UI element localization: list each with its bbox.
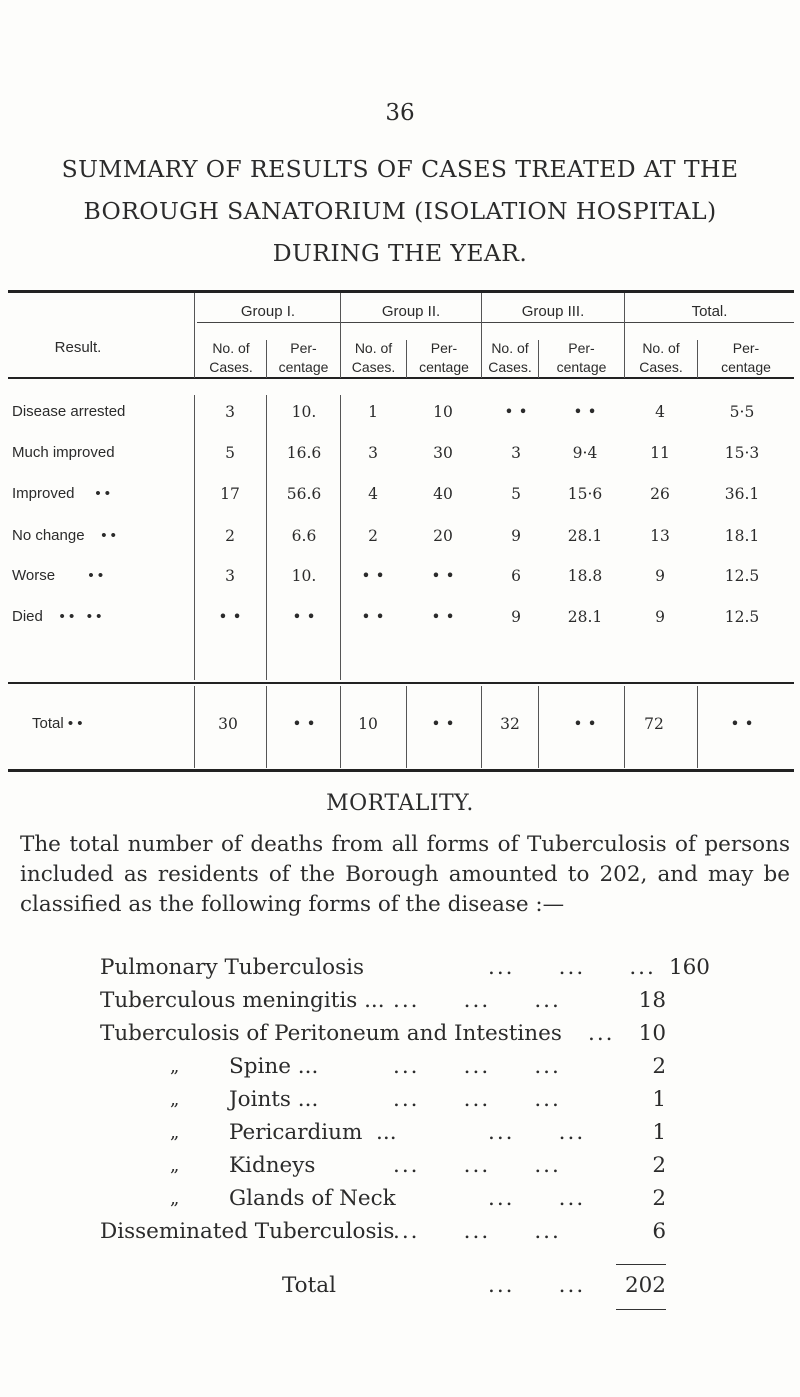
cases-subheader: No. of Cases. xyxy=(351,340,396,375)
list-item-name: Disseminated Tuberculosis xyxy=(100,1219,395,1244)
group-header: Group III. xyxy=(521,303,585,320)
table-cell: 10. xyxy=(291,567,317,585)
row-label: Improved • • xyxy=(12,485,111,502)
list-item xyxy=(0,1021,800,1057)
list-item-name: Tuberculous meningitis ... xyxy=(100,988,385,1013)
list-item-value: 2 xyxy=(652,1153,666,1178)
list-item-dots: ... ... ... xyxy=(393,1054,561,1079)
total-value: 202 xyxy=(624,1273,666,1298)
total-dots: ... ... xyxy=(488,1273,586,1298)
list-item-dots: ... xyxy=(588,1021,615,1046)
table-cell: • • xyxy=(431,567,455,585)
table-cell: 16.6 xyxy=(286,444,322,462)
cases-subheader: No. of Cases. xyxy=(639,340,683,375)
list-item-value: 6 xyxy=(652,1219,666,1244)
list-item-dots: ... ... ... xyxy=(393,1219,561,1244)
list-item-dots: ... ... ... xyxy=(488,955,656,980)
group-header: Group II. xyxy=(381,303,441,320)
table-cell: 5·5 xyxy=(729,403,755,421)
heading-line-3: DURING THE YEAR. xyxy=(272,239,528,267)
list-item-value: 10 xyxy=(638,1021,666,1046)
list-item-value: 160 xyxy=(668,955,710,980)
table-cell: 6.6 xyxy=(291,527,317,545)
row-label: Worse • • xyxy=(12,567,104,584)
table-cell: 32 xyxy=(500,715,520,733)
table-cell: 9 xyxy=(511,608,521,626)
col-divider xyxy=(194,293,195,378)
table-cell: 15·3 xyxy=(724,444,760,462)
list-item-value: 18 xyxy=(638,988,666,1013)
table-cell: 9 xyxy=(655,608,665,626)
table-cell: 13 xyxy=(650,527,670,545)
table-cell: 9 xyxy=(655,567,665,585)
table-cell: 30 xyxy=(433,444,453,462)
list-item-value: 2 xyxy=(652,1186,666,1211)
table-cell: 20 xyxy=(433,527,453,545)
mortality-title: MORTALITY. xyxy=(326,791,474,816)
group-header-rule xyxy=(197,322,794,323)
table-row xyxy=(0,403,800,429)
table-cell: 56.6 xyxy=(286,485,322,503)
table-cell: • • xyxy=(431,715,455,733)
table-cell: 28.1 xyxy=(567,527,603,545)
list-item-value: 1 xyxy=(652,1087,666,1112)
cases-subheader: No. of Cases. xyxy=(209,340,253,375)
percentage-subheader: Per- centage xyxy=(419,340,469,375)
ditto-mark: „ xyxy=(170,1089,180,1110)
table-cell: • • xyxy=(218,608,242,626)
mortality-paragraph: The total number of deaths from all forms of Tuberculosis of persons included as residents of the Borough amounted to 202, and may be classified as the following forms of the disease :— xyxy=(20,832,790,917)
cases-subheader: No. of Cases. xyxy=(488,340,532,375)
list-item xyxy=(0,1153,800,1189)
table-cell: 5 xyxy=(225,444,235,462)
table-subtotal-rule xyxy=(8,682,794,684)
list-item-name: Kidneys xyxy=(229,1153,316,1178)
list-total xyxy=(0,1273,800,1309)
list-item xyxy=(0,1087,800,1123)
list-item-dots: ... ... ... xyxy=(393,1087,561,1112)
table-cell: 1 xyxy=(368,403,378,421)
list-item-name: Tuberculosis of Peritoneum and Intestines xyxy=(100,1021,562,1046)
ditto-mark: „ xyxy=(170,1122,180,1143)
table-cell: 15·6 xyxy=(567,485,603,503)
table-cell: 3 xyxy=(225,403,235,421)
table-cell: 9 xyxy=(511,527,521,545)
list-item-name: Spine ... xyxy=(229,1054,319,1079)
sum-rule xyxy=(616,1264,666,1265)
page-number: 36 xyxy=(385,100,415,126)
row-label: Died • • • • xyxy=(12,608,102,625)
table-cell: 18.8 xyxy=(567,567,603,585)
list-item-name: Glands of Neck xyxy=(229,1186,396,1211)
table-cell: 3 xyxy=(368,444,378,462)
list-item xyxy=(0,988,800,1024)
table-row xyxy=(0,485,800,511)
table-row xyxy=(0,567,800,593)
list-item-dots: ... ... xyxy=(488,1186,586,1211)
table-cell: 3 xyxy=(511,444,521,462)
percentage-subheader: Per- centage xyxy=(556,340,607,375)
table-cell: • • xyxy=(431,608,455,626)
table-cell: • • xyxy=(573,403,597,421)
table-cell: 11 xyxy=(650,444,670,462)
table-total-row xyxy=(0,715,800,741)
percentage-subheader: Per- centage xyxy=(278,340,329,375)
table-cell: • • xyxy=(504,403,528,421)
table-cell: 30 xyxy=(218,715,238,733)
list-item-name: Pulmonary Tuberculosis xyxy=(100,955,365,980)
list-item-value: 1 xyxy=(652,1120,666,1145)
group-header: Total. xyxy=(691,303,728,320)
table-cell: 10 xyxy=(433,403,453,421)
table-row xyxy=(0,527,800,553)
table-cell: 18.1 xyxy=(724,527,760,545)
table-row xyxy=(0,608,800,634)
ditto-mark: „ xyxy=(170,1188,180,1209)
group-header: Group I. xyxy=(240,303,296,320)
page-heading xyxy=(0,148,800,274)
total-label: Total xyxy=(282,1273,336,1298)
table-cell: 36.1 xyxy=(724,485,760,503)
row-label: No change • • xyxy=(12,527,116,544)
heading-line-2: BOROUGH SANATORIUM (ISOLATION HOSPITAL) xyxy=(83,197,717,225)
table-cell: 17 xyxy=(220,485,240,503)
table-cell: 4 xyxy=(368,485,378,503)
table-cell: 5 xyxy=(511,485,521,503)
table-header-rule xyxy=(8,377,794,379)
list-item xyxy=(0,1120,800,1156)
list-item-dots: ... ... xyxy=(488,1120,586,1145)
row-label: Disease arrested xyxy=(12,403,126,420)
table-cell: 26 xyxy=(650,485,670,503)
list-item-dots: ... ... ... xyxy=(393,1153,561,1178)
list-item xyxy=(0,1186,800,1222)
table-cell: • • xyxy=(292,608,316,626)
row-label: Total • • xyxy=(32,715,83,732)
table-cell: 9·4 xyxy=(572,444,598,462)
heading-line-1: SUMMARY OF RESULTS OF CASES TREATED AT THE xyxy=(61,155,739,183)
list-item-value: 2 xyxy=(652,1054,666,1079)
list-item xyxy=(0,1219,800,1255)
list-item xyxy=(0,1054,800,1090)
list-item-dots: ... ... ... xyxy=(393,988,561,1013)
table-cell: 12.5 xyxy=(724,608,760,626)
table-bottom-rule xyxy=(8,769,794,772)
list-item xyxy=(0,955,800,991)
percentage-subheader: Per- centage xyxy=(721,340,771,375)
sum-rule-bottom xyxy=(616,1309,666,1310)
table-cell: 6 xyxy=(511,567,521,585)
table-cell: • • xyxy=(292,715,316,733)
table-top-rule xyxy=(8,290,794,293)
ditto-mark: „ xyxy=(170,1155,180,1176)
table-cell: • • xyxy=(361,608,385,626)
table-cell: 4 xyxy=(655,403,665,421)
table-cell: 12.5 xyxy=(724,567,760,585)
table-cell: 2 xyxy=(225,527,235,545)
table-cell: • • xyxy=(573,715,597,733)
table-cell: 40 xyxy=(433,485,453,503)
list-item-name: Joints ... xyxy=(229,1087,319,1112)
table-cell: 10. xyxy=(291,403,317,421)
table-cell: • • xyxy=(730,715,754,733)
list-item-name: Pericardium ... xyxy=(229,1120,397,1145)
table-cell: 28.1 xyxy=(567,608,603,626)
ditto-mark: „ xyxy=(170,1056,180,1077)
table-cell: 2 xyxy=(368,527,378,545)
row-label: Much improved xyxy=(12,444,115,461)
table-row xyxy=(0,444,800,470)
table-cell: 3 xyxy=(225,567,235,585)
table-cell: 72 xyxy=(644,715,664,733)
result-header: Result. xyxy=(54,339,102,356)
table-cell: • • xyxy=(361,567,385,585)
table-cell: 10 xyxy=(358,715,378,733)
